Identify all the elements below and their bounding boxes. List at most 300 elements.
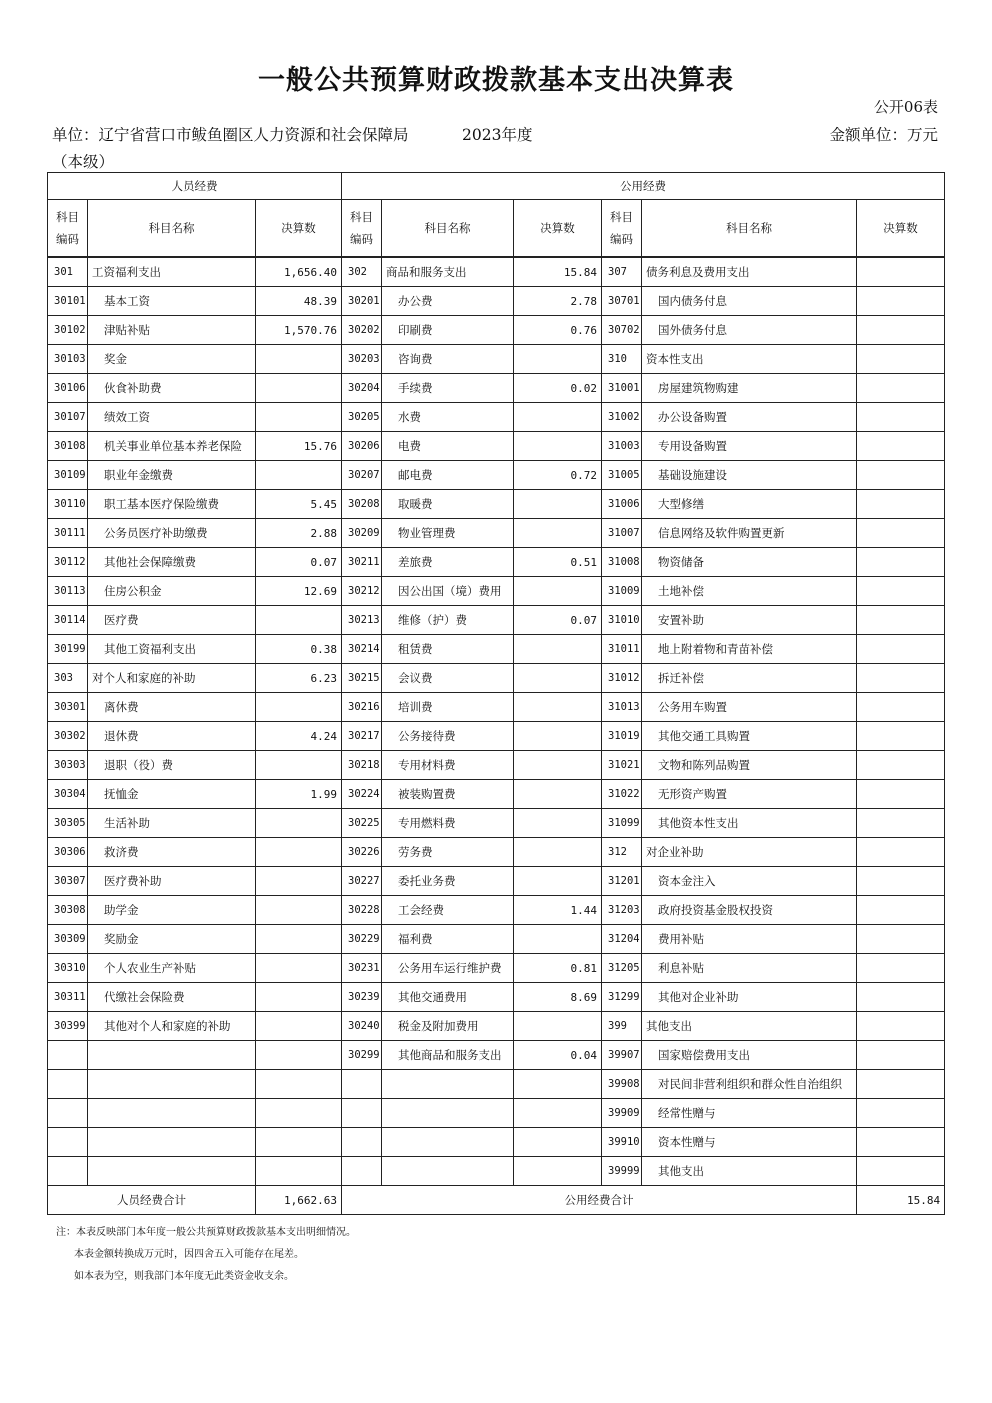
table-row [48,925,945,954]
amount-value [857,693,945,722]
subject-name: 地上附着物和青苗补偿 [642,635,857,664]
subject-name: 办公设备购置 [642,403,857,432]
amount-value [514,519,602,548]
table-row [48,403,945,432]
amount-value [256,983,342,1012]
subject-name: 职工基本医疗保险缴费 [88,490,256,519]
form-number: 公开06表 [873,98,938,116]
subject-name: 政府投资基金股权投资 [642,896,857,925]
subject-name: 绩效工资 [88,403,256,432]
table-row [48,664,945,693]
note-line: 注：本表反映部门本年度一般公共预算财政拨款基本支出明细情况。 [56,1227,356,1238]
amount-value [857,809,945,838]
amount-value [256,403,342,432]
subject-name: 个人农业生产补贴 [88,954,256,983]
amount-value [857,374,945,403]
subject-name: 资本金注入 [642,867,857,896]
subject-code: 30224 [342,780,382,809]
subject-code [48,1128,88,1157]
subject-name: 取暖费 [382,490,514,519]
subject-code: 312 [602,838,642,867]
subject-name: 公务用车购置 [642,693,857,722]
subject-code: 30214 [342,635,382,664]
subject-name: 利息补贴 [642,954,857,983]
subject-name: 机关事业单位基本养老保险 [88,432,256,461]
amount-value [256,925,342,954]
subject-code: 30308 [48,896,88,925]
subject-code: 30307 [48,867,88,896]
subject-code: 301 [48,257,88,287]
amount-value [256,867,342,896]
table-row [48,577,945,606]
subject-code: 30202 [342,316,382,345]
subject-code: 30212 [342,577,382,606]
table-row [48,374,945,403]
amount-value [857,490,945,519]
amount-value [514,403,602,432]
amount-value [857,606,945,635]
subject-name: 物业管理费 [382,519,514,548]
subject-code: 31021 [602,751,642,780]
amount-value [857,577,945,606]
amount-value [514,809,602,838]
amount-value [256,954,342,983]
subject-code [48,1070,88,1099]
subject-code: 39999 [602,1157,642,1186]
subject-name: 文物和陈列品购置 [642,751,857,780]
subject-code: 31099 [602,809,642,838]
subject-code: 30702 [602,316,642,345]
subject-name: 会议费 [382,664,514,693]
subject-code: 399 [602,1012,642,1041]
table-row [48,635,945,664]
subject-name: 基础设施建设 [642,461,857,490]
subject-name: 因公出国（境）费用 [382,577,514,606]
amount-value [857,867,945,896]
header-amount: 决算数 [256,200,342,258]
header-name: 科目名称 [88,200,256,258]
subject-name: 咨询费 [382,345,514,374]
subject-name: 基本工资 [88,287,256,316]
subject-code: 39908 [602,1070,642,1099]
subject-code: 30211 [342,548,382,577]
subject-name: 福利费 [382,925,514,954]
amount-value: 12.69 [256,577,342,606]
table-row [48,432,945,461]
amount-value [857,519,945,548]
amount-value [857,345,945,374]
table-row [48,983,945,1012]
amount-value [256,345,342,374]
subject-code: 31022 [602,780,642,809]
table-row [48,1128,945,1157]
amount-value [256,1157,342,1186]
section-public: 公用经费 [342,173,945,200]
subject-code: 30111 [48,519,88,548]
subject-name: 专用材料费 [382,751,514,780]
subject-code: 31299 [602,983,642,1012]
amount-value [857,316,945,345]
subject-code: 31002 [602,403,642,432]
amount-value [857,896,945,925]
table-row [48,1070,945,1099]
amount-value: 0.51 [514,548,602,577]
subject-code: 30311 [48,983,88,1012]
subject-code: 31019 [602,722,642,751]
subject-code: 30305 [48,809,88,838]
subject-code [342,1099,382,1128]
subject-name: 退职（役）费 [88,751,256,780]
amount-value [514,577,602,606]
subject-code: 30304 [48,780,88,809]
subject-name [88,1157,256,1186]
amount-value [514,1099,602,1128]
subject-name: 大型修缮 [642,490,857,519]
public-total-value: 15.84 [857,1186,945,1215]
subject-name: 国外债务付息 [642,316,857,345]
subject-code: 30112 [48,548,88,577]
table-row [48,780,945,809]
table-row [48,345,945,374]
amount-value [857,635,945,664]
table-row [48,809,945,838]
amount-value [256,1099,342,1128]
amount-value [857,1070,945,1099]
subject-code: 30110 [48,490,88,519]
table-row [48,751,945,780]
subject-name [382,1099,514,1128]
subject-code: 30215 [342,664,382,693]
header-code: 科目编码 [48,200,88,258]
note-line: 本表金额转换成万元时，因四舍五入可能存在尾差。 [74,1249,304,1260]
header-name: 科目名称 [382,200,514,258]
subject-name: 职业年金缴费 [88,461,256,490]
amount-value [857,1099,945,1128]
subject-code: 30216 [342,693,382,722]
subject-name: 劳务费 [382,838,514,867]
amount-value [857,403,945,432]
amount-value [857,1041,945,1070]
public-total-label: 公用经费合计 [342,1186,857,1215]
subject-code: 30301 [48,693,88,722]
subject-code: 303 [48,664,88,693]
subject-code: 30701 [602,287,642,316]
amount-value: 2.88 [256,519,342,548]
subject-name: 其他资本性支出 [642,809,857,838]
subject-name: 邮电费 [382,461,514,490]
amount-value [256,896,342,925]
subject-code: 302 [342,257,382,287]
notes [56,1222,356,1288]
unit-name: 单位：辽宁省营口市鲅鱼圈区人力资源和社会保障局（本级） [52,126,409,171]
subject-code: 30106 [48,374,88,403]
amount-value: 4.24 [256,722,342,751]
amount-value [514,664,602,693]
subject-code: 30303 [48,751,88,780]
subject-name: 医疗费 [88,606,256,635]
amount-value: 15.84 [514,257,602,287]
subject-name: 办公费 [382,287,514,316]
subject-name: 医疗费补助 [88,867,256,896]
subject-name: 对个人和家庭的补助 [88,664,256,693]
subject-name: 商品和服务支出 [382,257,514,287]
subject-code: 31203 [602,896,642,925]
subject-code [342,1157,382,1186]
subject-code: 30218 [342,751,382,780]
amount-value: 2.78 [514,287,602,316]
amount-value [857,954,945,983]
amount-value [514,751,602,780]
subject-name: 房屋建筑物购建 [642,374,857,403]
amount-value [857,432,945,461]
amount-value [857,722,945,751]
subject-code: 30209 [342,519,382,548]
table-row [48,606,945,635]
subject-name: 委托业务费 [382,867,514,896]
subject-code: 30229 [342,925,382,954]
subject-name: 手续费 [382,374,514,403]
subject-name: 电费 [382,432,514,461]
amount-value [514,1012,602,1041]
amount-value: 1,570.76 [256,316,342,345]
amount-value [857,548,945,577]
amount-value [857,1128,945,1157]
subject-code: 30299 [342,1041,382,1070]
note-line: 如本表为空，则我部门本年度无此类资金收支余。 [74,1271,294,1282]
subject-name [382,1157,514,1186]
subject-code: 31005 [602,461,642,490]
table-row [48,490,945,519]
table-row [48,693,945,722]
amount-value [514,635,602,664]
subject-code: 31008 [602,548,642,577]
amount-value [857,751,945,780]
subject-name [382,1128,514,1157]
subject-code [48,1041,88,1070]
subject-name: 救济费 [88,838,256,867]
amount-value: 48.39 [256,287,342,316]
table-row [48,896,945,925]
personnel-total-value: 1,662.63 [256,1186,342,1215]
subject-name: 国内债务付息 [642,287,857,316]
amount-value: 0.07 [514,606,602,635]
subject-name: 其他交通费用 [382,983,514,1012]
subject-name: 工会经费 [382,896,514,925]
subject-name: 代缴社会保险费 [88,983,256,1012]
subject-code: 30225 [342,809,382,838]
header-amount: 决算数 [514,200,602,258]
subject-code: 30310 [48,954,88,983]
table-row [48,838,945,867]
amount-value [857,838,945,867]
subject-name: 培训费 [382,693,514,722]
subject-code: 30103 [48,345,88,374]
amount-value [514,1070,602,1099]
subject-name: 其他商品和服务支出 [382,1041,514,1070]
subject-code: 30207 [342,461,382,490]
subject-code: 31012 [602,664,642,693]
subject-name: 生活补助 [88,809,256,838]
subject-name: 奖励金 [88,925,256,954]
subject-code: 30239 [342,983,382,1012]
amount-value [514,722,602,751]
table-row [48,461,945,490]
amount-value [514,693,602,722]
amount-value [256,606,342,635]
header-amount: 决算数 [857,200,945,258]
subject-code: 30226 [342,838,382,867]
amount-value [256,693,342,722]
subject-code: 30399 [48,1012,88,1041]
subject-code: 30231 [342,954,382,983]
table-row [48,1012,945,1041]
subject-name: 其他支出 [642,1012,857,1041]
subject-name: 工资福利支出 [88,257,256,287]
amount-value: 1.99 [256,780,342,809]
amount-value [514,867,602,896]
subject-code: 31201 [602,867,642,896]
amount-value: 0.76 [514,316,602,345]
expenditure-table [47,172,945,1215]
subject-code: 31007 [602,519,642,548]
amount-value [514,780,602,809]
table-row [48,287,945,316]
amount-value [256,1041,342,1070]
subject-code: 31013 [602,693,642,722]
subject-code: 30108 [48,432,88,461]
subject-code: 39910 [602,1128,642,1157]
subject-code: 31009 [602,577,642,606]
subject-code: 30217 [342,722,382,751]
amount-value [256,838,342,867]
amount-value [857,287,945,316]
subject-code: 31204 [602,925,642,954]
subject-code: 30228 [342,896,382,925]
amount-value: 8.69 [514,983,602,1012]
subject-code [48,1099,88,1128]
table-row [48,519,945,548]
amount-value [256,1128,342,1157]
table-row [48,954,945,983]
subject-code: 30109 [48,461,88,490]
subject-name: 其他交通工具购置 [642,722,857,751]
amount-value [514,838,602,867]
amount-value: 0.81 [514,954,602,983]
subject-name [382,1070,514,1099]
subject-code: 30240 [342,1012,382,1041]
subject-code: 30203 [342,345,382,374]
subject-code: 30306 [48,838,88,867]
subject-name: 其他支出 [642,1157,857,1186]
subject-name: 津贴补贴 [88,316,256,345]
subject-code: 30213 [342,606,382,635]
subject-name: 债务利息及费用支出 [642,257,857,287]
subject-name: 维修（护）费 [382,606,514,635]
subject-name: 对民间非营利组织和群众性自治组织 [642,1070,857,1099]
page-title: 一般公共预算财政拨款基本支出决算表 [258,65,734,96]
subject-name: 资本性支出 [642,345,857,374]
amount-value [256,461,342,490]
table-row [48,316,945,345]
amount-value: 1.44 [514,896,602,925]
amount-value: 0.38 [256,635,342,664]
amount-value [857,780,945,809]
subject-code: 31011 [602,635,642,664]
subject-name: 资本性赠与 [642,1128,857,1157]
subject-name [88,1099,256,1128]
subject-name: 土地补偿 [642,577,857,606]
subject-name: 退休费 [88,722,256,751]
table-row [48,867,945,896]
amount-value [514,432,602,461]
subject-code: 31001 [602,374,642,403]
subject-code: 307 [602,257,642,287]
subject-name: 差旅费 [382,548,514,577]
amount-value [256,374,342,403]
amount-value [857,1012,945,1041]
subject-name [88,1041,256,1070]
subject-name: 税金及附加费用 [382,1012,514,1041]
subject-code: 30309 [48,925,88,954]
subject-name: 信息网络及软件购置更新 [642,519,857,548]
subject-code: 30113 [48,577,88,606]
subject-name: 费用补贴 [642,925,857,954]
subject-code: 30114 [48,606,88,635]
subject-name: 对企业补助 [642,838,857,867]
subject-name: 助学金 [88,896,256,925]
subject-code [342,1070,382,1099]
subject-name: 奖金 [88,345,256,374]
subject-name [88,1070,256,1099]
subject-code [48,1157,88,1186]
subject-name [88,1128,256,1157]
amount-value [256,809,342,838]
subject-name: 拆迁补偿 [642,664,857,693]
subject-name: 住房公积金 [88,577,256,606]
personnel-total-label: 人员经费合计 [48,1186,256,1215]
amount-value [256,1070,342,1099]
subject-name: 专用燃料费 [382,809,514,838]
amount-value: 1,656.40 [256,257,342,287]
amount-value [514,1128,602,1157]
subject-code: 31010 [602,606,642,635]
subject-code: 39909 [602,1099,642,1128]
subject-code: 31006 [602,490,642,519]
subject-code: 30201 [342,287,382,316]
header-code: 科目编码 [602,200,642,258]
amount-value [857,1157,945,1186]
amount-value [857,664,945,693]
subject-code: 310 [602,345,642,374]
amount-value [256,1012,342,1041]
header-code: 科目编码 [342,200,382,258]
subject-name: 其他对个人和家庭的补助 [88,1012,256,1041]
subject-name: 印刷费 [382,316,514,345]
subject-code: 30102 [48,316,88,345]
table-row [48,1157,945,1186]
subject-name: 其他工资福利支出 [88,635,256,664]
amount-value: 15.76 [256,432,342,461]
subject-name: 伙食补助费 [88,374,256,403]
amount-value: 0.07 [256,548,342,577]
subject-name: 专用设备购置 [642,432,857,461]
subject-name: 抚恤金 [88,780,256,809]
subject-code: 31205 [602,954,642,983]
subject-code: 30107 [48,403,88,432]
subject-code [342,1128,382,1157]
subject-name: 水费 [382,403,514,432]
table-row [48,1041,945,1070]
